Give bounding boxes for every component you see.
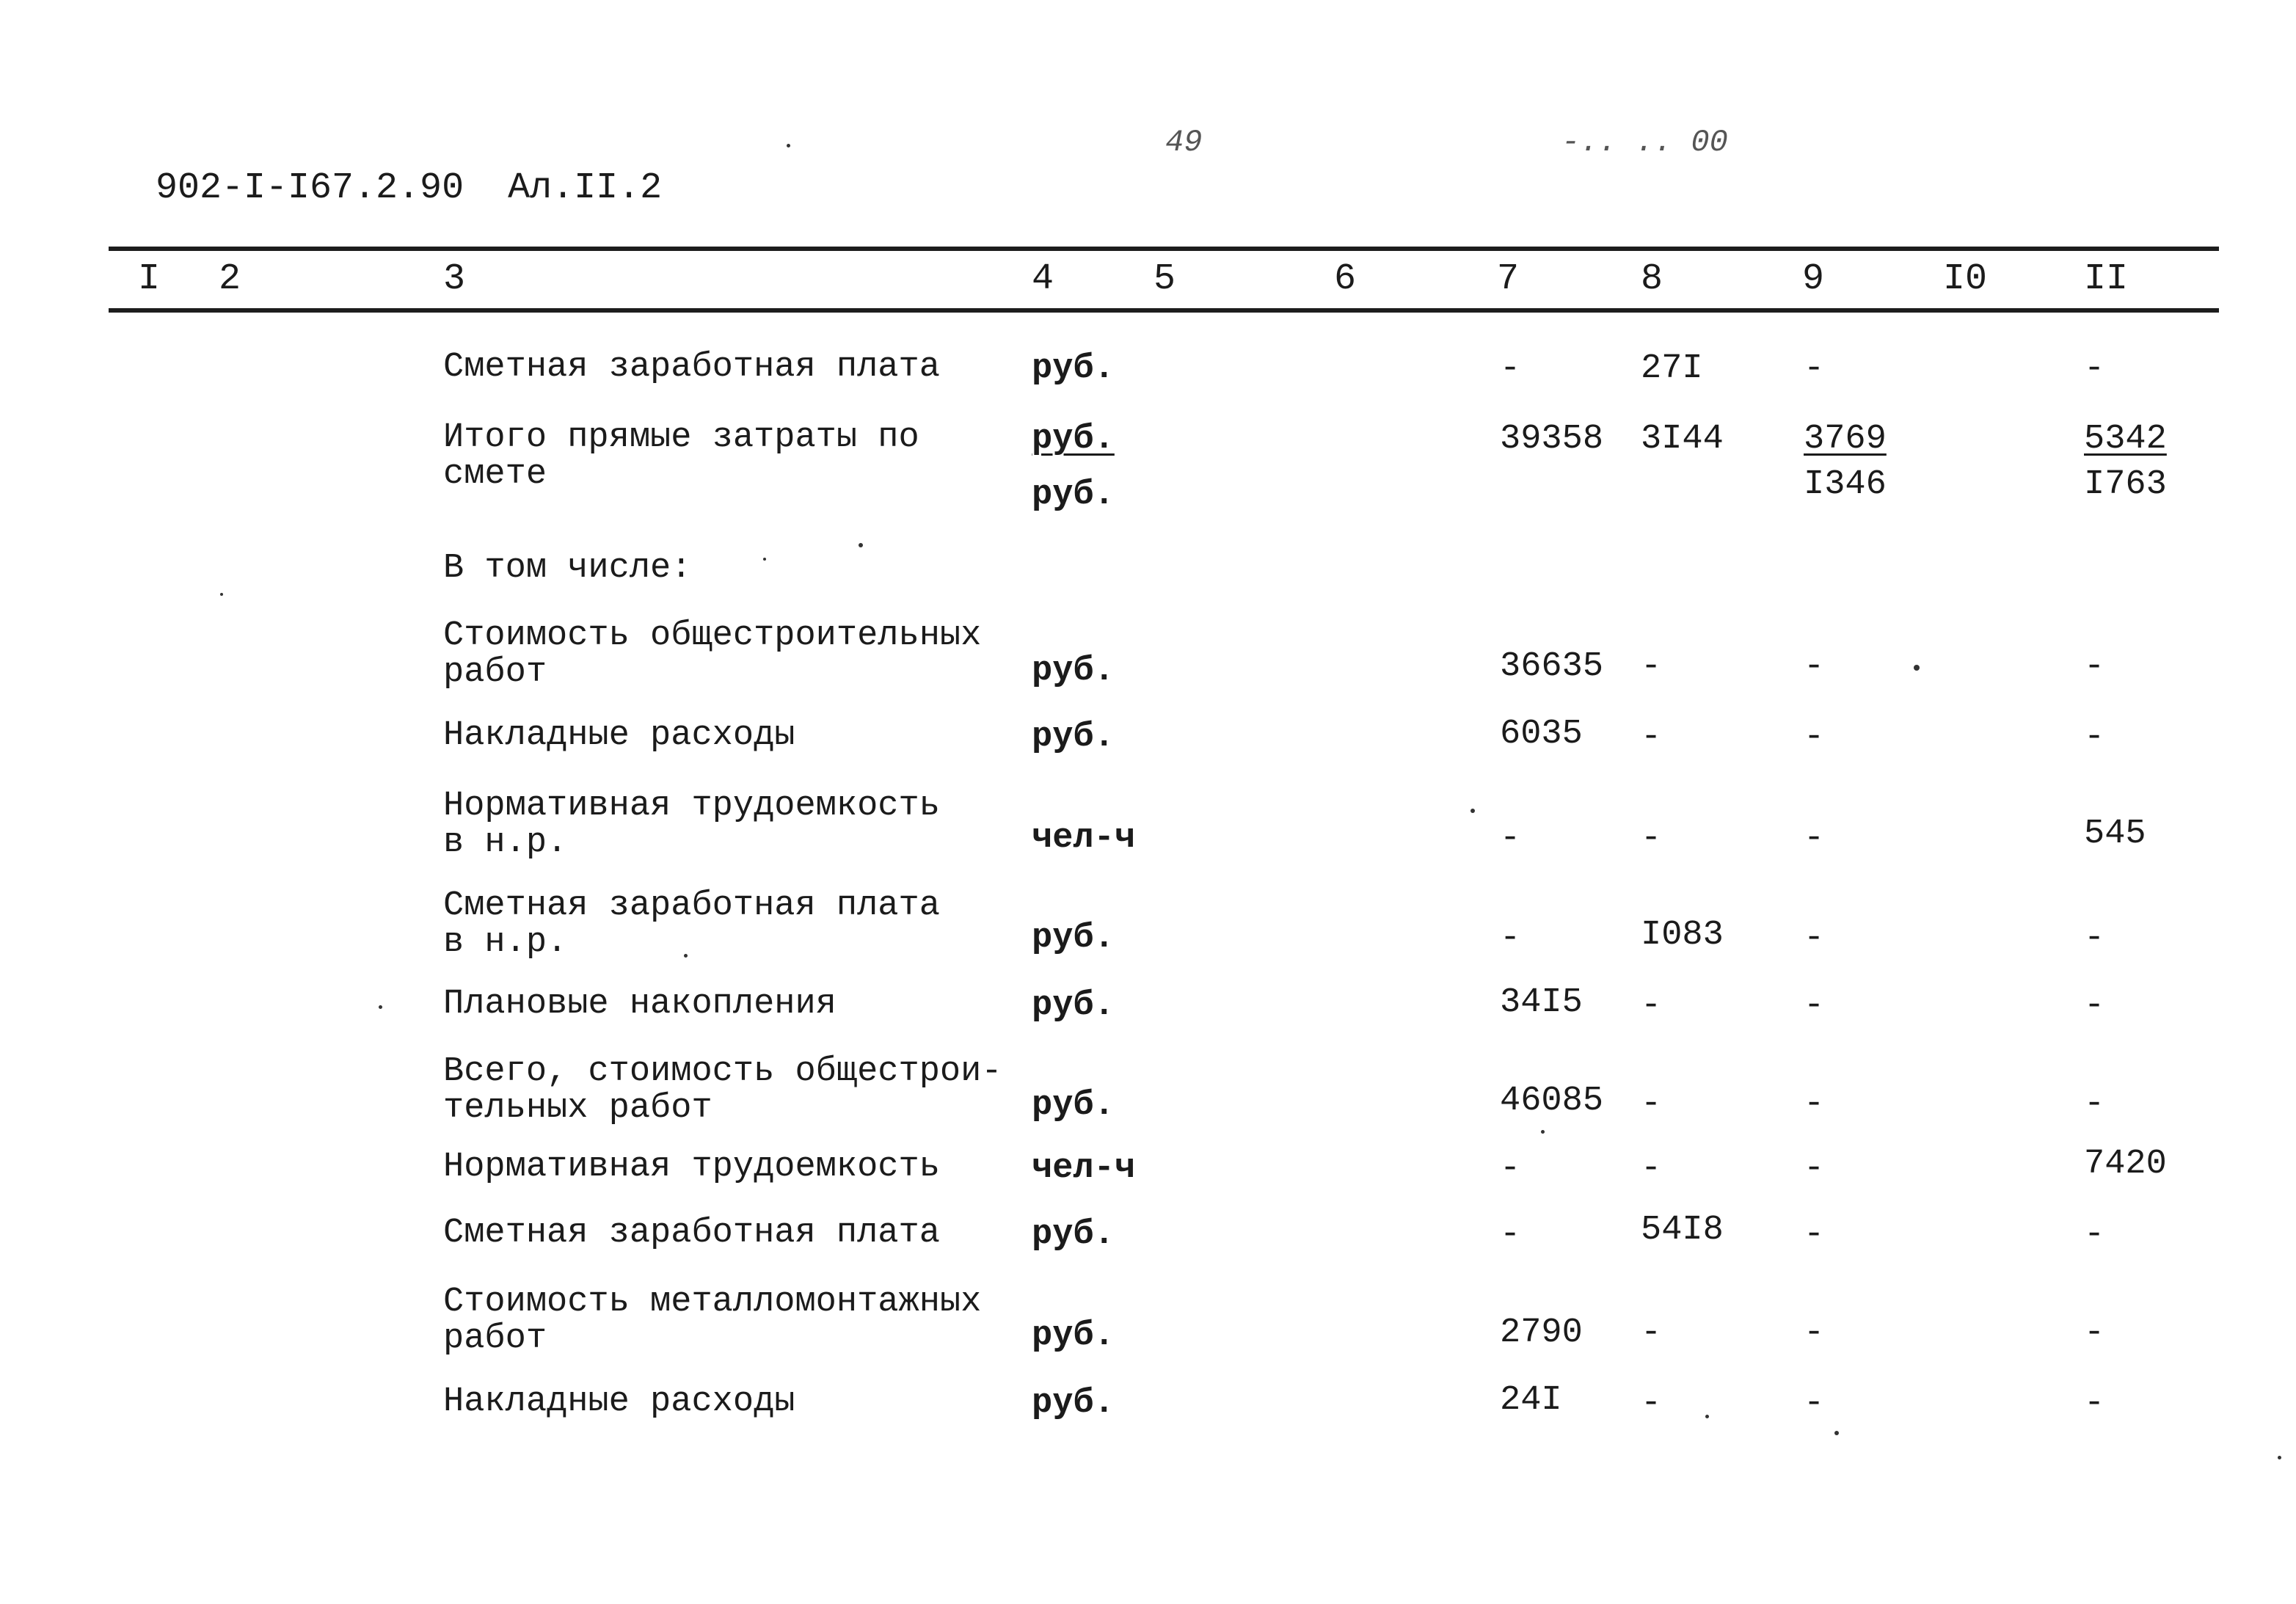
column-number: 6 <box>1334 258 1357 300</box>
row-col8: - <box>1641 1313 1662 1352</box>
row-col9: - <box>1804 1149 1825 1188</box>
row-col9: - <box>1804 986 1825 1025</box>
row-description: Накладные расходы <box>443 1382 795 1421</box>
row-description: Всего, стоимость общестрои- тельных работ <box>443 1052 1002 1128</box>
column-number: II <box>2084 258 2129 300</box>
row-col9: - <box>1804 349 1825 388</box>
row-description: В том числе: <box>443 549 692 588</box>
row-col11: - <box>2084 919 2105 958</box>
row-col8: - <box>1641 986 1662 1025</box>
row-unit: чел-ч <box>1032 1149 1136 1188</box>
row-col8: 54I8 <box>1641 1211 1724 1250</box>
row-col7: - <box>1500 919 1521 958</box>
document-header <box>156 167 662 209</box>
row-unit: руб. <box>1032 1215 1115 1254</box>
row-description: Накладные расходы <box>443 716 795 755</box>
row-col11: - <box>2084 647 2105 686</box>
row-col9: - <box>1804 1215 1825 1254</box>
row-col9: - <box>1804 1084 1825 1123</box>
row-col9-numerator: 3769 <box>1804 420 1887 459</box>
column-number: 5 <box>1154 258 1176 300</box>
row-description: Нормативная трудоемкость <box>443 1148 940 1186</box>
album-number: Ал.II.2 <box>508 167 663 209</box>
column-number: 9 <box>1802 258 1825 300</box>
row-col7: 6035 <box>1500 715 1583 754</box>
row-col11: - <box>2084 1313 2105 1352</box>
document-mark: -.. .. 00 <box>1561 125 1728 160</box>
row-description: Стоимость общестроительных работ <box>443 616 982 692</box>
row-col7: 46085 <box>1500 1082 1604 1120</box>
column-number: 8 <box>1641 258 1663 300</box>
row-col8: - <box>1641 1384 1662 1423</box>
row-col7: 39358 <box>1500 420 1604 459</box>
column-number: 7 <box>1497 258 1520 300</box>
row-col9: - <box>1804 919 1825 958</box>
row-col7: 24I <box>1500 1381 1562 1420</box>
row-col9: - <box>1804 718 1825 757</box>
row-col11: - <box>2084 1384 2105 1423</box>
row-description: Нормативная трудоемкость в н.р. <box>443 787 940 862</box>
row-description: Итого прямые затраты по смете <box>443 418 919 494</box>
row-col7: - <box>1500 1149 1521 1188</box>
page-number: 49 <box>1165 125 1203 160</box>
row-col7: - <box>1500 349 1521 388</box>
table-header-rule <box>109 308 2219 313</box>
row-col11: 7420 <box>2084 1145 2167 1184</box>
row-col8: - <box>1641 1084 1662 1123</box>
row-col7: 2790 <box>1500 1313 1583 1352</box>
column-number: 4 <box>1032 258 1054 300</box>
row-unit: руб. <box>1032 420 1115 459</box>
row-unit: чел-ч <box>1032 819 1136 858</box>
row-description: Сметная заработная плата <box>443 348 940 387</box>
row-unit: руб. <box>1032 1384 1115 1423</box>
document-code: 902-I-I67.2.90 <box>156 167 464 209</box>
row-col8: 27I <box>1641 349 1703 388</box>
row-col11: - <box>2084 986 2105 1025</box>
row-col11-denominator: I763 <box>2084 465 2167 504</box>
row-description: Сметная заработная плата <box>443 1214 940 1253</box>
row-unit: руб. <box>1032 1316 1115 1355</box>
row-col9: - <box>1804 647 1825 686</box>
row-col11: - <box>2084 349 2105 388</box>
row-col7: - <box>1500 1215 1521 1254</box>
row-col11: - <box>2084 1084 2105 1123</box>
row-col8: - <box>1641 647 1662 686</box>
row-col8: - <box>1641 1149 1662 1188</box>
row-col8: - <box>1641 718 1662 757</box>
row-col9: - <box>1804 1313 1825 1352</box>
row-col7: - <box>1500 819 1521 858</box>
column-number: I <box>138 258 161 300</box>
row-col7: 36635 <box>1500 647 1604 686</box>
row-col8: - <box>1641 819 1662 858</box>
row-unit: руб. <box>1032 718 1115 757</box>
row-col7: 34I5 <box>1500 983 1583 1022</box>
row-col11: 545 <box>2084 814 2146 853</box>
row-unit: руб. <box>1032 1086 1115 1125</box>
row-unit-secondary: руб. <box>1032 475 1115 514</box>
row-col8: 3I44 <box>1641 420 1724 459</box>
row-col11-numerator: 5342 <box>2084 420 2167 459</box>
row-description: Плановые накопления <box>443 985 837 1024</box>
row-col9: - <box>1804 819 1825 858</box>
column-number: I0 <box>1943 258 1988 300</box>
table-top-rule <box>109 247 2219 251</box>
row-col9: - <box>1804 1384 1825 1423</box>
row-description: Стоимость металломонтажных работ <box>443 1283 982 1358</box>
row-unit: руб. <box>1032 919 1115 958</box>
column-number: 2 <box>219 258 241 300</box>
row-col8: I083 <box>1641 916 1724 955</box>
row-unit: руб. <box>1032 986 1115 1025</box>
column-number: 3 <box>443 258 466 300</box>
row-col11: - <box>2084 718 2105 757</box>
row-unit: руб. <box>1032 349 1115 388</box>
row-col9-denominator: I346 <box>1804 465 1887 504</box>
row-unit: руб. <box>1032 652 1115 690</box>
row-description: Сметная заработная плата в н.р. <box>443 886 940 962</box>
row-col11: - <box>2084 1215 2105 1254</box>
